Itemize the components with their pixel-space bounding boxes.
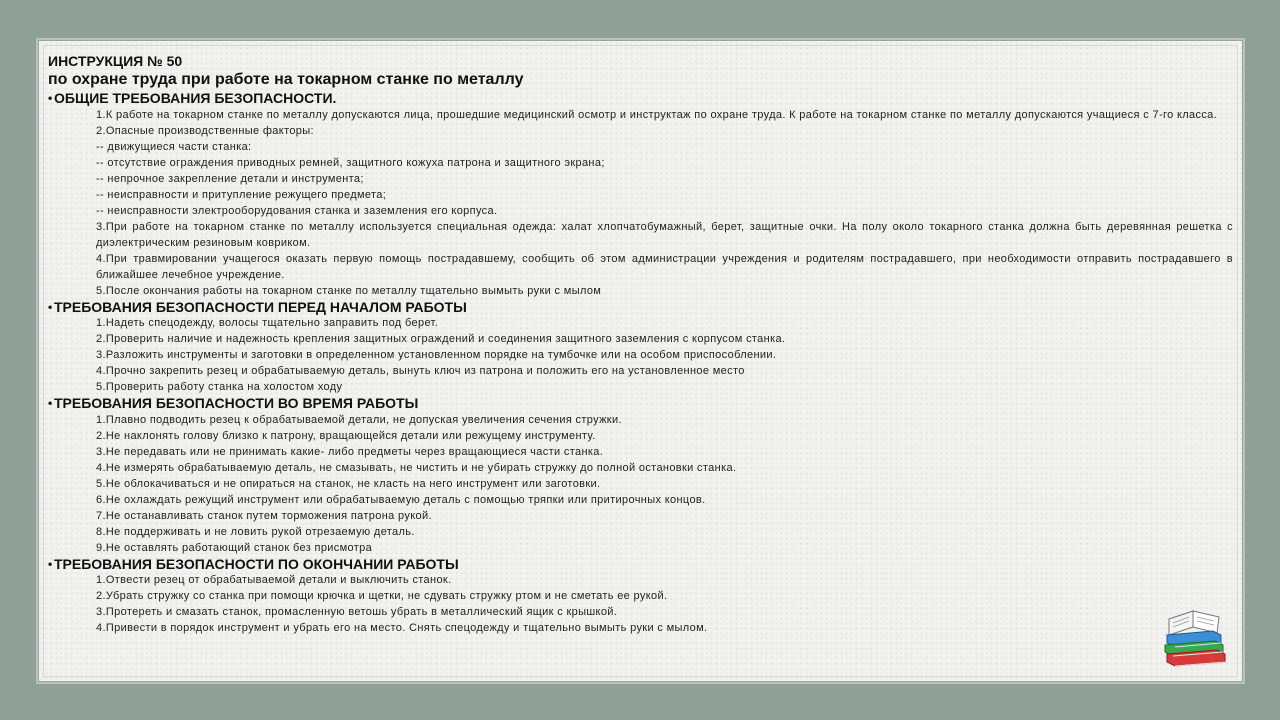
slide [38, 40, 1243, 682]
section-heading [48, 395, 1233, 412]
instruction-item: 2.Опасные производственные факторы: [96, 124, 314, 137]
instruction-item: 9.Не оставлять работающий станок без присмотра [96, 541, 373, 554]
bullet-icon: • [48, 299, 53, 314]
instruction-item: -- движущиеся части станка: [96, 140, 252, 153]
instruction-item: -- неисправности электрооборудования станка и заземления его корпуса. [96, 204, 498, 217]
document-title: ИНСТРУКЦИЯ № 50 [48, 53, 183, 69]
instruction-item: 8.Не поддерживать и не ловить рукой отрезаемую деталь. [96, 525, 415, 538]
section-heading [48, 299, 1233, 316]
bullet-icon: • [48, 396, 53, 410]
instruction-item: 6.Не охлаждать режущий инструмент или обрабатываемую деталь с помощью тряпки или притирочных концов. [96, 493, 706, 506]
instruction-item: 5.После окончания работы на токарном станке по металлу тщательно вымыть руки с мылом [96, 284, 602, 297]
document-subtitle: по охране труда при работе на токарном станке по металлу [48, 71, 524, 88]
instruction-item: 5.Проверить работу станка на холостом ходу [96, 381, 343, 393]
instruction-item: 5.Не облокачиваться и не опираться на станок, не класть на него инструмент или заготовки. [96, 477, 601, 490]
instruction-item: 1.Отвести резец от обрабатываемой детали и выключить станок. [96, 574, 452, 586]
instruction-item: 4.Не измерять обрабатываемую деталь, не смазывать, не чистить и не убирать стружку до полной остановки станка. [96, 461, 737, 474]
section-heading [48, 556, 1233, 573]
instruction-item: 1.К работе на токарном станке по металлу допускаются лица, прошедшие медицинский осмотр и инструктаж по охране труда. К работе на токарном станке по металлу допускаются учащиеся с 7-го класса. [96, 108, 1218, 121]
instruction-item: 7.Не останавливать станок путем торможения патрона рукой. [96, 509, 432, 522]
section-heading-text: ТРЕБОВАНИЯ БЕЗОПАСНОСТИ ПО ОКОНЧАНИИ РАБОТЫ [54, 555, 459, 572]
instruction-item: 4.Привести в порядок инструмент и убрать его на место. Снять спецодежду и тщательно вымыть руки с мылом. [96, 622, 708, 634]
instruction-document [48, 53, 1233, 636]
instruction-item: 2.Не наклонять голову близко к патрону, вращающейся детали или режущему инструменту. [96, 429, 596, 442]
instruction-item: 3.Разложить инструменты и заготовки в определенном установленном порядке на тумбочке или на особом приспособлении. [96, 349, 777, 361]
bullet-icon: • [48, 91, 53, 105]
instruction-item: -- непрочное закрепление детали и инструмента; [96, 172, 364, 185]
books-icon [1159, 599, 1229, 671]
bullet-icon: • [48, 556, 53, 571]
section-heading [48, 90, 1233, 107]
instruction-item: 3.При работе на токарном станке по металлу используется специальная одежда: халат хлопчатобумажный, берет, защитные очки. На полу около токарного станка должна быть деревянная решетка с диэлектрическим резиновым ковриком. [96, 220, 1233, 249]
instruction-item: 3.Протереть и смазать станок, промасленную ветошь убрать в металлический ящик с крышкой. [96, 606, 618, 618]
sections-container [48, 90, 1233, 636]
section-heading-text: ТРЕБОВАНИЯ БЕЗОПАСНОСТИ ВО ВРЕМЯ РАБОТЫ [54, 395, 419, 411]
instruction-item: 4.Прочно закрепить резец и обрабатываемую деталь, вынуть ключ из патрона и положить его на установленное место [96, 365, 745, 377]
instruction-item: -- отсутствие ограждения приводных ремней, защитного кожуха патрона и защитного экрана; [96, 156, 605, 169]
instruction-item: 1.Плавно подводить резец к обрабатываемой детали, не допуская увеличения сечения стружки. [96, 413, 622, 426]
instruction-item: -- неисправности и притупление режущего предмета; [96, 188, 387, 201]
instruction-item: 2.Убрать стружку со станка при помощи крючка и щетки, не сдувать стружку ртом и не сметать ее рукой. [96, 590, 668, 602]
instruction-item: 3.Не передавать или не принимать какие- либо предметы через вращающиеся части станка. [96, 445, 604, 458]
instruction-item: 2.Проверить наличие и надежность крепления защитных ограждений и соединения защитного заземления с корпусом станка. [96, 333, 786, 345]
instruction-item: 1.Надеть спецодежду, волосы тщательно заправить под берет. [96, 317, 439, 329]
section-heading-text: ТРЕБОВАНИЯ БЕЗОПАСНОСТИ ПЕРЕД НАЧАЛОМ РАБОТЫ [54, 298, 467, 315]
section-heading-text: ОБЩИЕ ТРЕБОВАНИЯ БЕЗОПАСНОСТИ. [54, 90, 337, 106]
instruction-item: 4.При травмировании учащегося оказать первую помощь пострадавшему, сообщить об этом администрации учреждения и родителям пострадавшего, при необходимости отправить пострадавшего в ближайшее лечебное учреждение. [96, 252, 1233, 281]
